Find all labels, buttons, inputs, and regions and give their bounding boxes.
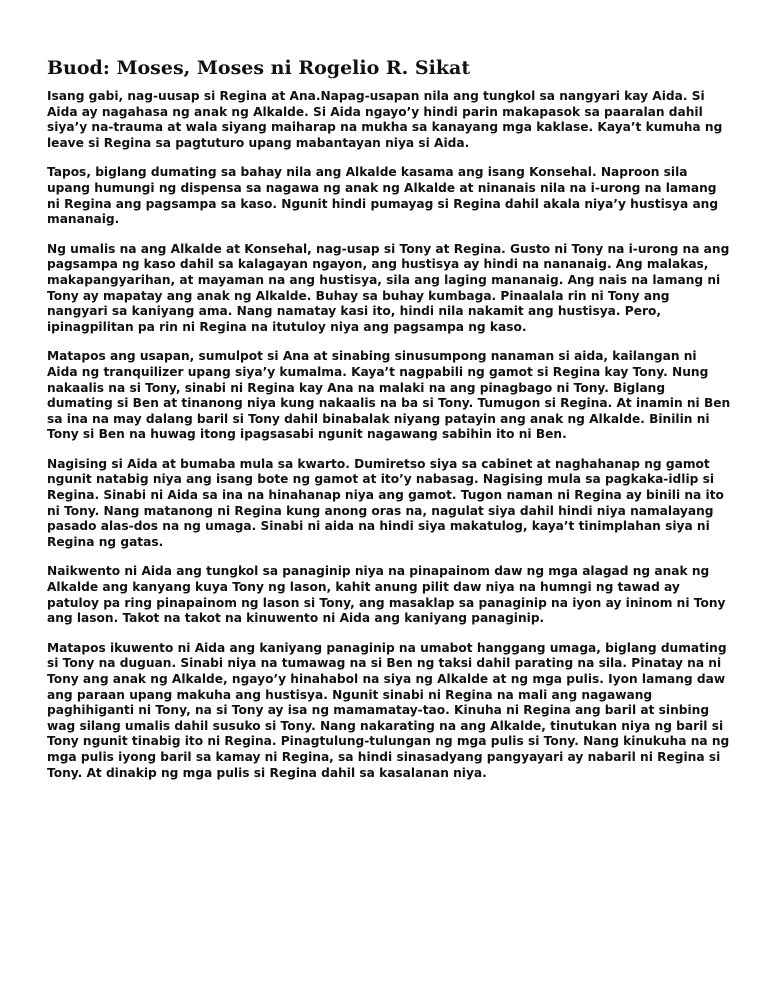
paragraph-5: Nagising si Aida at bumaba mula sa kwarto. Dumiretso siya sa cabinet at naghahanap ng gamot ngunit natabig niya ang isang bote ng gamot at ito’y nabasag. Nagising mula sa pagkaka-idlip si Regina. Sinabi ni Aida sa ina na hinahanap niya ang gamot. Tugon naman ni Regina ay binili na ito ni Tony. Nang matanong ni Regina kung anong oras na, nagulat siya dahil hindi niya namalayang pasado alas-dos na ng umaga. Sinabi ni aida na hindi siya makatulog, kaya’t tinimplahan siya ni Regina ng gatas. [47,456,724,549]
paragraph-4: Matapos ang usapan, sumulpot si Ana at sinabing sinusumpong nanaman si aida, kailangan ni Aida ng tranquilizer upang siya’y kumalma. Kaya’t nagpabili ng gamot si Regina kay Tony. Nung nakaalis na si Tony, sinabi ni Regina kay Ana na malaki na ang pinagbago ni Tony. Biglang dumating si Ben at tinanong niya kung nakaalis na ba si Tony. Tumugon si Regina. At inamin ni Ben sa ina na may dalang baril si Tony dahil binabalak niyang patayin ang anak ng Alkalde. Binilin ni Tony si Ben na huwag itong ipagsasabi ngunit nagawang sabihin ito ni Ben. [47,349,731,442]
paragraph-2: Tapos, biglang dumating sa bahay nila ang Alkalde kasama ang isang Konsehal. Naproon sila upang humungi ng dispensa sa nagawa ng anak ng Alkalde at ninanais nila na i-urong na lamang ni Regina ang pagsampa sa kaso. Ngunit hindi pumayag si Regina dahil akala niya’y hustisya ang mananaig. [47,165,719,227]
document-title: Buod: Moses, Moses ni Rogelio R. Sikat [47,57,471,79]
paragraph-3: Ng umalis na ang Alkalde at Konsehal, nag-usap si Tony at Regina. Gusto ni Tony na i-urong na ang pagsampa ng kaso dahil sa kalagayan ngayon, ang hustisya ay hindi na nananaig. Ang malakas, makapangyarihan, at mayaman na ang hustisya, sila ang laging mananaig. Ang nais na lamang ni Tony ay mapatay ang anak ng Alkalde. Buhay sa buhay kumbaga. Pinaalala rin ni Tony ang nangyari sa kaniyang ama. Nang namatay kasi ito, hindi nila nakamit ang hustisya. Pero, ipinagpilitan pa rin ni Regina na itutuloy niya ang pagsampa ng kaso. [47,241,730,334]
paragraph-7: Matapos ikuwento ni Aida ang kaniyang panaginip na umabot hanggang umaga, biglang dumating si Tony na duguan. Sinabi niya na tumawag na si Ben ng taksi dahil parating na sila. Pinatay na ni Tony ang anak ng Alkalde, ngayo’y hinahabol na siya ng Alkalde at ng mga pulis. Iyon lamang daw ang paraan upang makuha ang hustisya. Ngunit sinabi ni Regina na mali ang nagawang paghihiganti ni Tony, na si Tony ay isa ng mamamatay-tao. Kinuha ni Regina ang baril at sinbing wag silang umalis dahil susuko si Tony. Nang nakarating na ang Alkalde, tinutukan niya ng baril si Tony ngunit tinabig ito ni Regina. Pinagtulung-tulungan ng mga pulis si Tony. Nang kinukuha na ng mga pulis iyong baril sa kamay ni Regina, sa hindi sinasadyang pangyayari ay nabaril ni Regina si Tony. At dinakip ng mga pulis si Regina dahil sa kasalanan niya. [47,640,730,780]
paragraph-1: Isang gabi, nag-uusap si Regina at Ana.Napag-usapan nila ang tungkol sa nangyari kay Aida. Si Aida ay nagahasa ng anak ng Alkalde. Si Aida ngayo’y hindi parin makapasok sa paaralan dahil siya’y na-trauma at wala siyang maiharap na mukha sa kanayang mga kaklase. Kaya’t kumuha ng leave si Regina sa pagtuturo upang mabantayan niya si Aida. [47,89,723,150]
document-page [47,55,731,795]
paragraph-6: Naikwento ni Aida ang tungkol sa panaginip niya na pinapainom daw ng mga alagad ng anak ng Alkalde ang kanyang kuya Tony ng lason, kahit anung pilit daw niya na humngi ng tawad ay patuloy pa ring pinapainom ng lason si Tony, ang masaklap sa panaginip na iyon ay ininom ni Tony ang lason. Takot na takot na kinuwento ni Aida ang kaniyang panaginip. [47,564,726,626]
